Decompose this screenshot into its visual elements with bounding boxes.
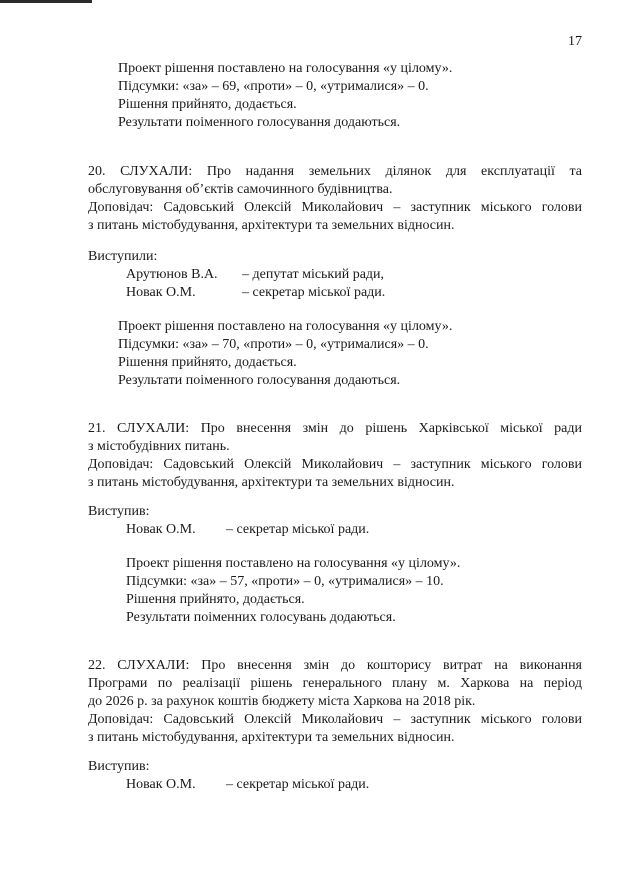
- speaker-role: – секретар міської ради.: [226, 522, 370, 537]
- vote-decision-text: Рішення прийнято, додається.: [126, 592, 305, 607]
- speaker-name: Новак О.М.: [126, 777, 196, 792]
- vote-roll-text: Результати поіменного голосування додаються.: [118, 115, 401, 130]
- speakers-label-text: Виступив:: [88, 759, 150, 774]
- page-number: 17: [568, 34, 582, 49]
- reporter-line: з питань містобудування, архітектури та земельних відносин.: [88, 218, 455, 233]
- speakers-list: [126, 266, 385, 302]
- speaker-row: [126, 776, 369, 794]
- speakers-label: [88, 248, 157, 266]
- speaker-role: – секретар міської ради.: [226, 777, 370, 792]
- reporter-line: з питань містобудування, архітектури та земельних відносин.: [88, 475, 455, 490]
- agenda-item-20: [88, 163, 582, 235]
- reporter-line: Доповідач: Садовський Олексій Миколайович – заступник міського голови: [88, 200, 582, 215]
- speaker-role: – депутат міський ради,: [242, 267, 385, 282]
- scan-edge-mark: [0, 0, 92, 3]
- item-title-line: 20. СЛУХАЛИ: Про надання земельних ділянок для експлуатації та: [88, 164, 582, 179]
- vote-roll-text: Результати поіменних голосувань додаються.: [126, 610, 396, 625]
- item-title-line: Програми по реалізації рішень генерального плану м. Харкова на період: [88, 676, 582, 691]
- reporter-line: Доповідач: Садовський Олексій Миколайович – заступник міського голови: [88, 712, 582, 727]
- reporter-line: з питань містобудування, архітектури та земельних відносин.: [88, 730, 455, 745]
- speaker-name: Новак О.М.: [126, 285, 196, 300]
- vote-results-text: Підсумки: «за» – 70, «проти» – 0, «утрималися» – 0.: [118, 337, 429, 352]
- speaker-name: Новак О.М.: [126, 522, 196, 537]
- vote-roll-text: Результати поіменного голосування додаються.: [118, 373, 401, 388]
- item-title-line: з містобудівних питань.: [88, 439, 230, 454]
- vote-decision-text: Рішення прийнято, додається.: [118, 97, 297, 112]
- vote-results-text: Підсумки: «за» – 69, «проти» – 0, «утрималися» – 0.: [118, 79, 429, 94]
- agenda-item-21: [88, 420, 582, 492]
- item-title-line: обслуговування об’єктів самочинного будівництва.: [88, 182, 393, 197]
- speakers-label-text: Виступив:: [88, 504, 150, 519]
- vote-block-20: [118, 318, 452, 390]
- vote-put-text: Проект рішення поставлено на голосування «у цілому».: [126, 556, 461, 571]
- vote-put-text: Проект рішення поставлено на голосування «у цілому».: [118, 319, 453, 334]
- vote-decision-text: Рішення прийнято, додається.: [118, 355, 297, 370]
- item-title-line: 22. СЛУХАЛИ: Про внесення змін до кошторису витрат на виконання: [88, 658, 582, 673]
- vote-block-top: [118, 60, 452, 132]
- speaker-row: [126, 284, 385, 302]
- speaker-row: [126, 266, 385, 284]
- vote-block-21: [126, 555, 460, 627]
- speakers-label: [88, 503, 149, 521]
- vote-put-text: Проект рішення поставлено на голосування «у цілому».: [118, 61, 453, 76]
- item-title-line: 21. СЛУХАЛИ: Про внесення змін до рішень Харківської міської ради: [88, 421, 582, 436]
- speakers-label: [88, 758, 149, 776]
- agenda-item-22: [88, 657, 582, 747]
- reporter-line: Доповідач: Садовський Олексій Миколайович – заступник міського голови: [88, 457, 582, 472]
- speakers-label-text: Виступили:: [88, 249, 158, 264]
- speaker-row: [126, 521, 369, 539]
- speakers-list: [126, 776, 369, 794]
- speaker-role: – секретар міської ради.: [242, 285, 386, 300]
- item-title-line: до 2026 р. за рахунок коштів бюджету міста Харкова на 2018 рік.: [88, 694, 476, 709]
- vote-results-text: Підсумки: «за» – 57, «проти» – 0, «утрималися» – 10.: [126, 574, 444, 589]
- speaker-name: Арутюнов В.А.: [126, 267, 218, 282]
- speakers-list: [126, 521, 369, 539]
